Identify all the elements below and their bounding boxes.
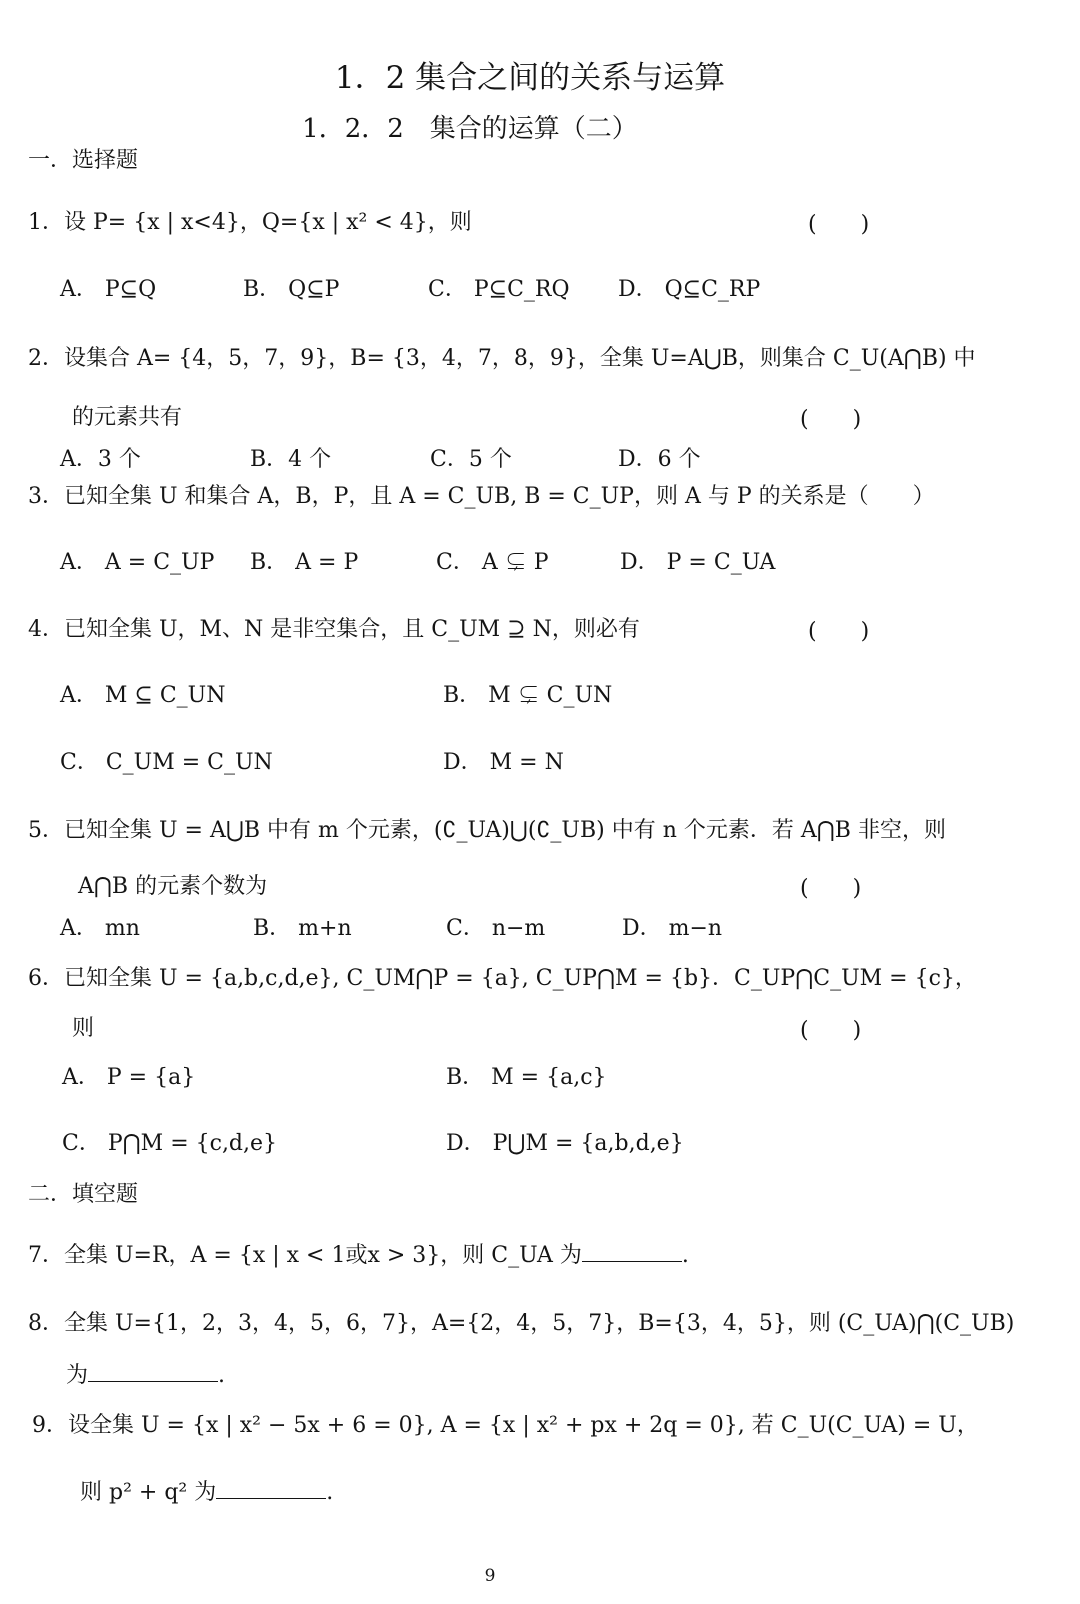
question-2-stem: 2．设集合 A= {4，5，7，9}，B= {3，4，7，8，9}，全集 U=A⋃B，则集合 C_U(A⋂B) 中 xyxy=(28,346,976,371)
q2-option-d: D．6 个 xyxy=(618,447,701,472)
q4-option-b: B． M ⊊ C_UN xyxy=(443,683,613,708)
q6-option-a: A． P = {a} xyxy=(62,1065,196,1090)
answer-paren: ( ) xyxy=(808,619,870,644)
q5-option-b: B． m+n xyxy=(253,916,352,941)
q6-option-c: C． P⋂M = {c,d,e} xyxy=(62,1131,278,1156)
q3-option-c: C． A ⊊ P xyxy=(436,550,549,575)
answer-paren: ( ) xyxy=(800,407,862,432)
q6-option-d: D． P⋃M = {a,b,d,e} xyxy=(446,1131,684,1156)
q3-option-b: B． A = P xyxy=(250,550,359,575)
q2-option-b: B．4 个 xyxy=(250,447,332,472)
question-8-stem: 8．全集 U={1，2，3，4，5，6，7}，A={2，4，5，7}，B={3，4，5}，则 (C_UA)⋂(C_UB) xyxy=(28,1311,1015,1336)
q5-option-a: A． mn xyxy=(60,916,140,941)
question-1-stem: 1．设 P= {x | x<4}，Q={x | x² < 4}，则 xyxy=(28,210,472,235)
answer-paren: ( ) xyxy=(808,212,870,237)
question-5-stem: 5．已知全集 U = A⋃B 中有 m 个元素，(∁_UA)⋃(∁_UB) 中有 n 个元素．若 A⋂B 非空，则 xyxy=(28,818,946,843)
section-heading-choice: 一．选择题 xyxy=(28,148,139,173)
question-9-stem: 9．设全集 U = {x | x² − 5x + 6 = 0}, A = {x | x² + px + 2q = 0}, 若 C_U(C_UA) = U， xyxy=(32,1413,979,1438)
q2-option-a: A．3 个 xyxy=(60,447,141,472)
page-number: 9 xyxy=(484,1566,496,1586)
chapter-title: 1．2 集合之间的关系与运算 xyxy=(334,60,726,96)
section-title: 1．2．2 集合的运算（二） xyxy=(302,114,638,144)
q1-option-c: C． P⊆C_RQ xyxy=(428,277,570,302)
answer-paren: ( ) xyxy=(800,1018,862,1043)
q4-option-c: C． C_UM = C_UN xyxy=(60,750,273,775)
question-9-stem-cont: 则 p² + q² 为 xyxy=(80,1480,217,1505)
answer-paren: ( ) xyxy=(800,876,862,901)
q1-option-d: D． Q⊆C_RP xyxy=(618,277,761,302)
question-7-line: 7．全集 U=R，A = {x | x < 1或x > 3}，则 C_UA 为 . xyxy=(28,1243,689,1268)
question-8-stem-cont: 为 xyxy=(66,1363,89,1388)
answer-blank[interactable] xyxy=(582,1243,682,1262)
question-6-stem: 6．已知全集 U = {a,b,c,d,e}, C_UM⋂P = {a}, C_UP⋂M = {b}．C_UP⋂C_UM = {c}， xyxy=(28,966,977,991)
q5-option-d: D． m−n xyxy=(622,916,723,941)
q4-option-d: D． M = N xyxy=(443,750,564,775)
q4-option-a: A． M ⊆ C_UN xyxy=(60,683,226,708)
question-5-stem-cont: A⋂B 的元素个数为 xyxy=(78,874,268,899)
q3-option-d: D． P = C_UA xyxy=(620,550,776,575)
q6-option-b: B． M = {a,c} xyxy=(446,1065,607,1090)
question-9-line-2: 则 p² + q² 为 . xyxy=(80,1480,334,1505)
question-7-stem: 7．全集 U=R，A = {x | x < 1或x > 3}，则 C_UA 为 xyxy=(28,1243,582,1268)
question-3-stem: 3．已知全集 U 和集合 A，B，P，且 A = C_UB, B = C_UP，则 A 与 P 的关系是（ ） xyxy=(28,484,935,509)
question-8-line-2: 为 . xyxy=(66,1363,226,1388)
question-6-stem-cont: 则 xyxy=(72,1016,95,1041)
section-heading-fill: 二．填空题 xyxy=(28,1182,139,1207)
question-2-stem-cont: 的元素共有 xyxy=(72,405,183,430)
q2-option-c: C．5 个 xyxy=(430,447,512,472)
question-4-stem: 4．已知全集 U，M、N 是非空集合，且 C_UM ⊇ N，则必有 xyxy=(28,617,640,642)
answer-blank[interactable] xyxy=(88,1363,218,1382)
answer-blank[interactable] xyxy=(216,1480,326,1499)
q1-option-b: B． Q⊆P xyxy=(243,277,340,302)
q3-option-a: A． A = C_UP xyxy=(60,550,215,575)
q5-option-c: C． n−m xyxy=(446,916,546,941)
q1-option-a: A． P⊆Q xyxy=(60,277,157,302)
